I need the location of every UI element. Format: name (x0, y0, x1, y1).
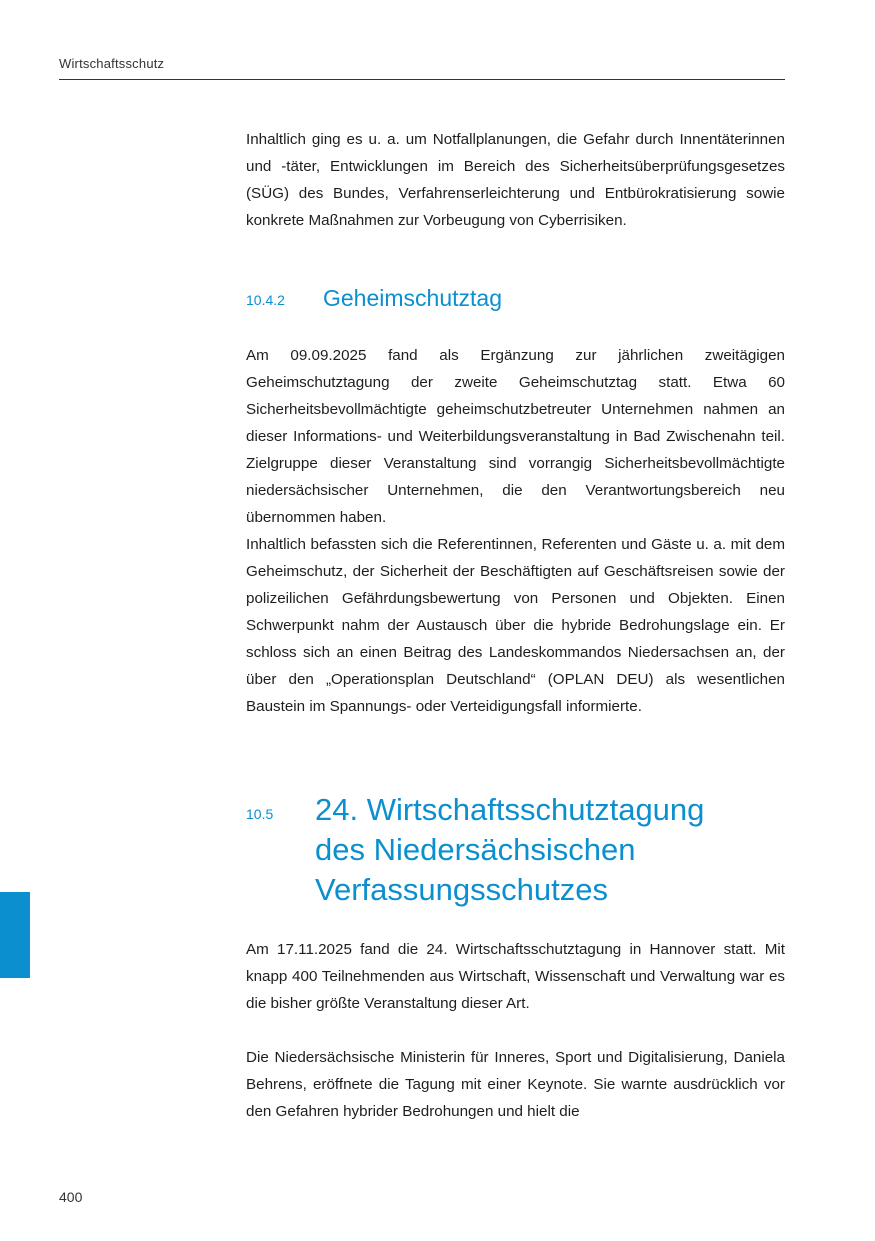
section-heading-10-4-2 (246, 282, 785, 318)
section-heading-10-5 (246, 790, 785, 920)
page-number: 400 (59, 1189, 83, 1205)
section-title-line: Verfassungsschutzes (315, 872, 608, 907)
intro-text: Inhaltlich ging es u. a. um Notfallplanungen, die Gefahr durch Innentäterinnen und -täter, Entwicklungen im Bereich des Sicherheitsüberprüfungsgesetzes (SÜG) des Bundes, Verfahrenserleichterung und Entbürokratisierung sowie konkrete Maßnahmen zur Vorbeugung von Cyberrisiken. (246, 131, 785, 229)
body-paragraph: Inhaltlich befassten sich die Referentinnen, Referenten und Gäste u. a. mit dem Geheimschutz, der Sicherheit der Beschäftigten auf Geschäftsreisen sowie der polizeilichen Gefährdungsbewertung von Personen und Objekten. Einen Schwerpunkt nahm der Austausch über die hybride Bedrohungslage ein. Er schloss sich an einen Beitrag des Landeskommandos Niedersachsen an, der über den „Operationsplan Deutschland“ (OPLAN DEU) als wesentlichen Baustein im Spannungs- oder Verteidigungsfall informierte. (246, 536, 785, 715)
body-paragraph: Am 17.11.2025 fand die 24. Wirtschaftsschutztagung in Hannover statt. Mit knapp 400 Teilnehmenden aus Wirtschaft, Wissenschaft und Verwaltung war es die bisher größte Veranstaltung dieser Art. (246, 941, 785, 1012)
intro-paragraph (246, 126, 785, 234)
section-10-4-2-body (246, 342, 785, 720)
section-10-5-body-continued (246, 1044, 785, 1125)
running-header: Wirtschaftsschutz (59, 56, 165, 71)
section-number: 10.4.2 (246, 292, 285, 308)
body-paragraph: Die Niedersächsische Ministerin für Inneres, Sport und Digitalisierung, Daniela Behrens, eröffnete die Tagung mit einer Keynote. Sie warnte ausdrücklich vor den Gefahren hybrider Bedrohungen und hielt die (246, 1049, 785, 1120)
section-number: 10.5 (246, 806, 274, 822)
section-10-5-body (246, 936, 785, 1017)
section-title (315, 790, 785, 910)
section-title-line: des Niedersächsischen (315, 832, 636, 867)
chapter-tab-marker (0, 892, 30, 978)
section-title-line: 24. Wirtschaftsschutztagung (315, 792, 705, 827)
section-title: Geheimschutztag (323, 285, 502, 311)
body-paragraph: Am 09.09.2025 fand als Ergänzung zur jährlichen zweitägigen Geheimschutztagung der zweite Geheimschutztag statt. Etwa 60 Sicherheitsbevollmächtigte geheimschutzbetreuter Unternehmen nahmen an dieser Informations- und Weiterbildungsveranstaltung in Bad Zwischenahn teil. Zielgruppe dieser Veranstaltung sind vorrangig Sicherheitsbevollmächtigte niedersächsischer Unternehmen, die den Verantwortungsbereich neu übernommen haben. (246, 347, 785, 526)
header-divider (59, 79, 785, 80)
